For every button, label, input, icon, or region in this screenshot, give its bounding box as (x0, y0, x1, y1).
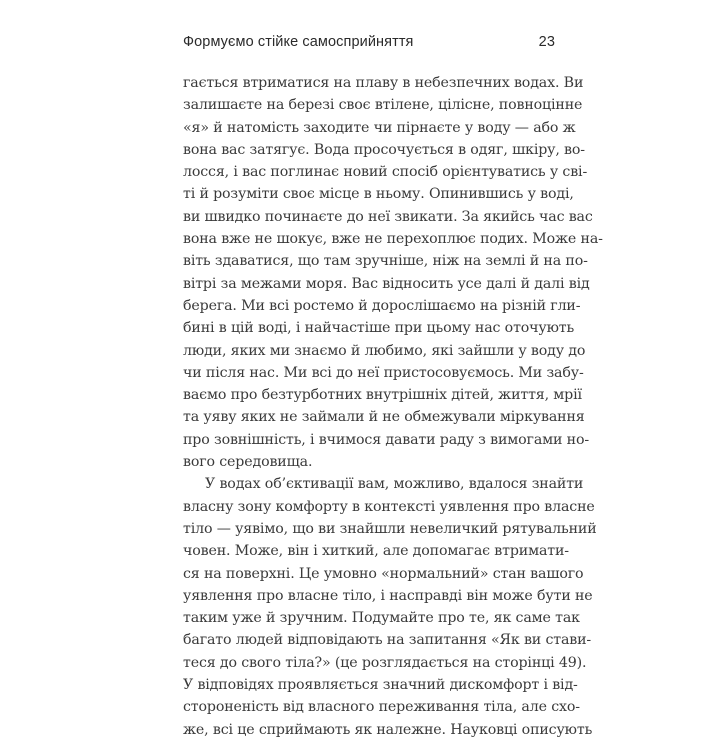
text-line: тіло — уявімо, що ви знайшли невеличкий рятувальний (183, 520, 597, 537)
text-line: ті й розуміти своє місце в ньому. Опинившись у воді, (183, 186, 574, 203)
text-line: вого середовища. (183, 454, 313, 471)
text-line: У водах об’єктивації вам, можливо, вдалося знайти (205, 476, 584, 493)
text-line: вітрі за межами моря. Вас відносить усе далі й далі від (183, 275, 590, 292)
text-line: власну зону комфорту в контексті уявлення про власне (183, 498, 595, 515)
text-line: вона вже не шокує, вже не перехоплює подих. Може на- (183, 231, 603, 248)
text-line: берега. Ми всі ростемо й дорослішаємо на різній гли- (183, 297, 581, 314)
text-line: багато людей відповідають на запитання «Як ви стави- (183, 632, 592, 649)
text-line: таким уже й зручним. Подумайте про те, як саме так (183, 610, 580, 627)
text-line: ви швидко починаєте до неї звикати. За якийсь час вас (183, 208, 593, 225)
text-line: стороненість від власного переживання тіла, але схо- (183, 699, 580, 716)
chapter-title: Формуємо стійке самосприйняття (183, 34, 414, 50)
text-line: уявлення про власне тіло, і насправді він може бути не (183, 587, 593, 604)
text-line: бині в цій воді, і найчастіше при цьому нас оточують (183, 320, 575, 337)
text-line: «я» й натомість заходите чи пірнаєте у воду — або ж (183, 119, 576, 136)
text-line: же, всі це сприймають як належне. Науковці описують (183, 721, 593, 738)
text-line: човен. Може, він і хиткий, але допомагає втримати- (183, 543, 569, 560)
text-line: залишаєте на березі своє втілене, цілісне, повноцінне (183, 97, 583, 114)
text-line: лосся, і вас поглинає новий спосіб орієнтуватись у сві- (183, 164, 588, 181)
page-number: 23 (538, 34, 555, 50)
text-line: ся на поверхні. Це умовно «нормальний» стан вашого (183, 565, 584, 582)
text-line: У відповідях проявляється значний дискомфорт і від- (183, 677, 578, 694)
text-line: гається втриматися на плаву в небезпечних водах. Ви (183, 75, 584, 91)
text-line: ваємо про безтурботних внутрішніх дітей, життя, мрії (183, 387, 582, 404)
text-line: чи після нас. Ми всі до неї пристосовуємось. Ми забу- (183, 364, 584, 381)
text-line: та уяву яких не займали й не обмежували міркування (183, 409, 585, 426)
text-line: про зовнішність, і вчимося давати раду з вимогами но- (183, 431, 590, 448)
body-text (183, 72, 603, 741)
text-line: віть здаватися, що там зручніше, ніж на землі й на по- (183, 253, 588, 270)
running-head (183, 34, 555, 56)
text-line: теся до свого тіла?» (це розглядається на сторінці 49). (183, 654, 587, 671)
text-line: вона вас затягує. Вода просочується в одяг, шкіру, во- (183, 141, 585, 158)
text-line: люди, яких ми знаємо й любимо, які зайшли у воду до (183, 342, 586, 359)
